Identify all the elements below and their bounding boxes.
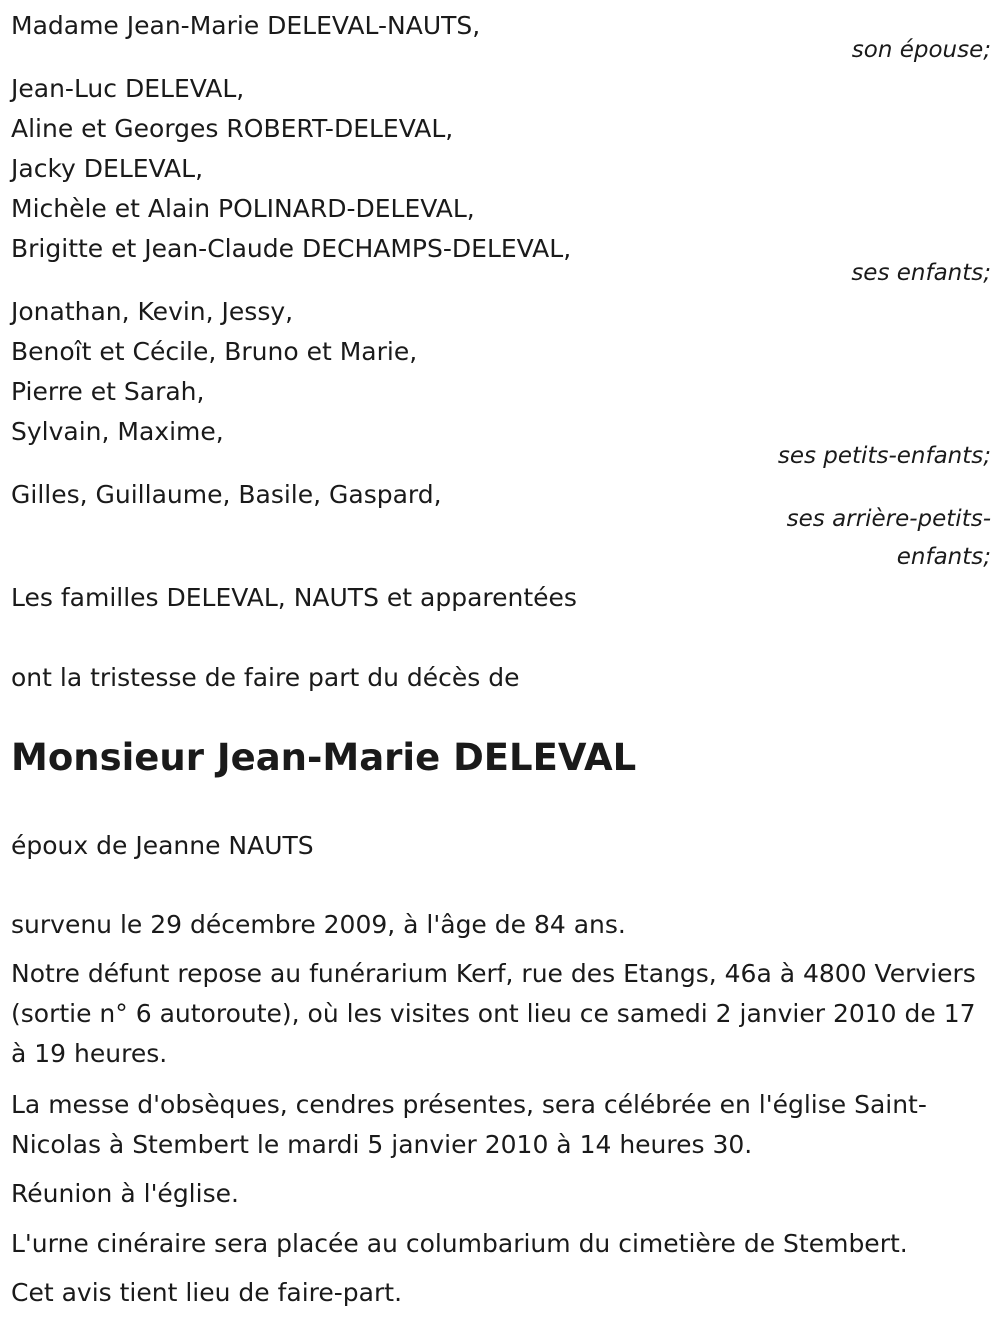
child-name: Jean-Luc DELEVAL,: [11, 74, 245, 103]
spouse-role: son épouse;: [851, 37, 991, 63]
spouse-name: Madame Jean-Marie DELEVAL-NAUTS,: [11, 11, 481, 40]
repose-paragraph: Notre défunt repose au funérarium Kerf, rue des Etangs, 46a à 4800 Verviers (sortie n° 6 autoroute), où les visites ont lieu ce samedi 2 janvier 2010 de 17 à 19 heures.: [11, 959, 976, 1068]
death-info: survenu le 29 décembre 2009, à l'âge de 84 ans.: [11, 910, 626, 939]
notice-line: Cet avis tient lieu de faire-part.: [11, 1278, 403, 1307]
urn-line: L'urne cinéraire sera placée au columbarium du cimetière de Stembert.: [11, 1229, 908, 1258]
grandchild-names: Sylvain, Maxime,: [11, 417, 224, 446]
child-name: Brigitte et Jean-Claude DECHAMPS-DELEVAL,: [11, 234, 572, 263]
grandchild-names: Benoît et Cécile, Bruno et Marie,: [11, 337, 418, 366]
mass-paragraph: La messe d'obsèques, cendres présentes, sera célébrée en l'église Saint-Nicolas à Stembert le mardi 5 janvier 2010 à 14 heures 30.: [11, 1090, 927, 1159]
child-name: Jacky DELEVAL,: [11, 154, 204, 183]
reunion-line: Réunion à l'église.: [11, 1179, 239, 1208]
great-grandchildren-role: ses arrière-petits-: [786, 506, 991, 532]
grandchildren-role: ses petits-enfants;: [777, 443, 991, 469]
child-name: Aline et Georges ROBERT-DELEVAL,: [11, 114, 454, 143]
child-name: Michèle et Alain POLINARD-DELEVAL,: [11, 194, 475, 223]
grandchild-names: Jonathan, Kevin, Jessy,: [11, 297, 294, 326]
deceased-name: Monsieur Jean-Marie DELEVAL: [11, 736, 637, 779]
families-line: Les familles DELEVAL, NAUTS et apparentées: [11, 583, 577, 612]
spouse-of-line: époux de Jeanne NAUTS: [11, 831, 314, 860]
great-grandchildren-role: enfants;: [896, 544, 991, 570]
children-role: ses enfants;: [851, 260, 991, 286]
announcement-line: ont la tristesse de faire part du décès de: [11, 663, 520, 692]
great-grandchild-names: Gilles, Guillaume, Basile, Gaspard,: [11, 480, 442, 509]
grandchild-names: Pierre et Sarah,: [11, 377, 205, 406]
